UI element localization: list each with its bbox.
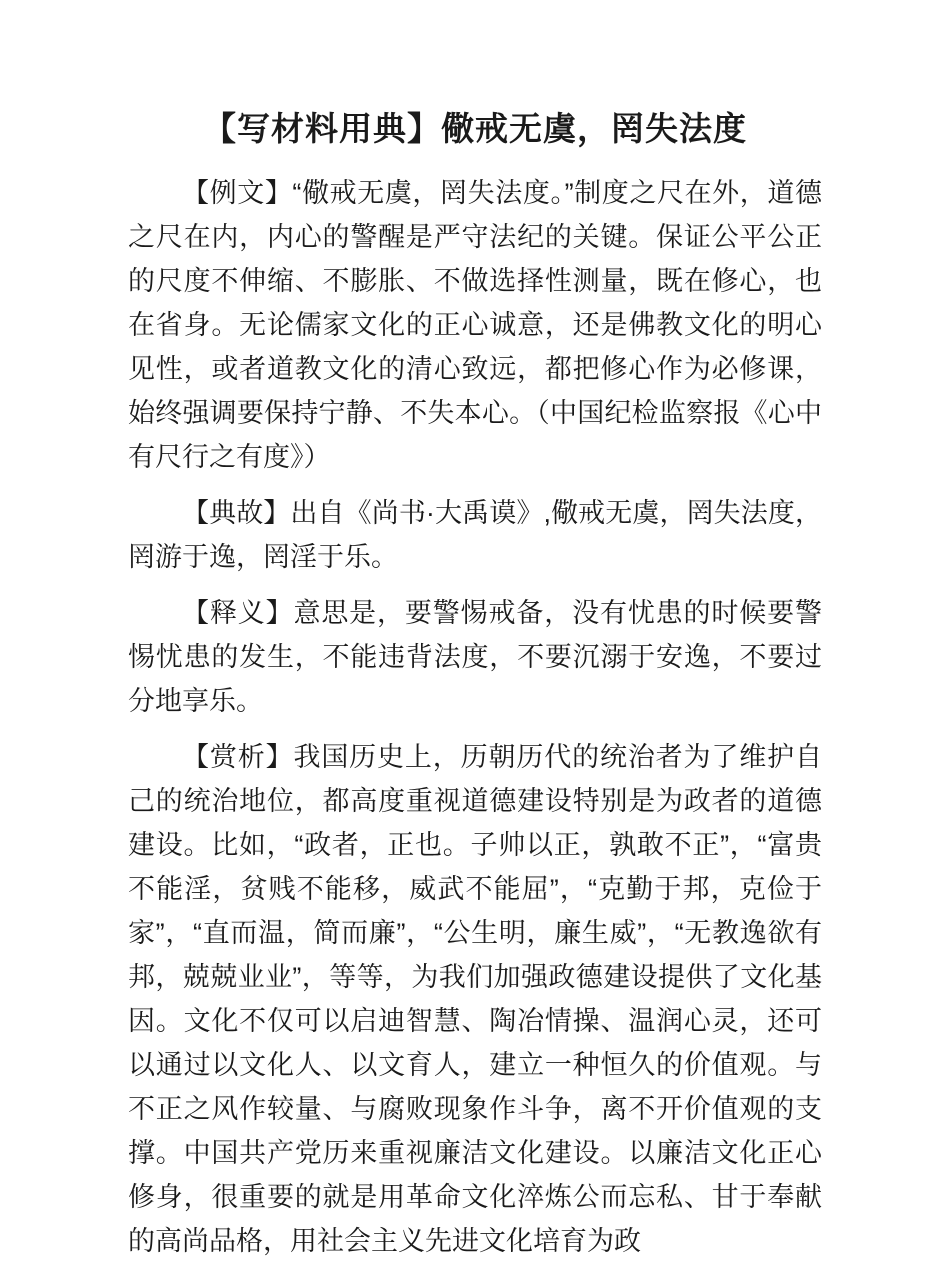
paragraph-shiyi: 【释义】意思是，要警惕戒备，没有忧患的时候要警惕忧患的发生，不能违背法度，不要沉溺于安逸，不要过分地享乐。 — [128, 598, 822, 716]
paragraph-shangxi: 【赏析】我国历史上，历朝历代的统治者为了维护自己的统治地位，都高度重视道德建设特别是为政者的道德建设。比如，“政者，正也。子帅以正，孰敢不正”，“富贵不能淫，贫贱不能移，威武不能屈”，“克勤于邦，克俭于家”，“直而温，简而廉”，“公生明，廉生威”，“无教逸欲有邦，兢兢业业”，等等，为我们加强政德建设提供了文化基因。文化不仅可以启迪智慧、陶冶情操、温润心灵，还可以通过以文化人、以文育人，建立一种恒久的价值观。与不正之风作较量、与腐败现象作斗争，离不开价值观的支撑。中国共产党历来重视廉洁文化建设。以廉洁文化正心修身，很重要的就是用革命文化淬炼公而忘私、甘于奉献的高尚品格，用社会主义先进文化培育为政 — [128, 742, 822, 1256]
paragraph-liwen: 【例文】“儆戒无虞，罔失法度。”制度之尺在外，道德之尺在内，内心的警醒是严守法纪的关键。保证公平公正的尺度不伸缩、不膨胀、不做选择性测量，既在修心，也在省身。无论儒家文化的正心诚意，还是佛教文化的明心见性，或者道教文化的清心致远，都把修心作为必修课，始终强调要保持宁静、不失本心。（中国纪检监察报《心中有尺行之有度》） — [128, 178, 822, 472]
document-title: 【写材料用典】儆戒无虞，罔失法度 — [203, 110, 747, 147]
paragraph-diangu: 【典故】出自《尚书·大禹谟》,儆戒无虞，罔失法度，罔游于逸，罔淫于乐。 — [128, 498, 822, 572]
